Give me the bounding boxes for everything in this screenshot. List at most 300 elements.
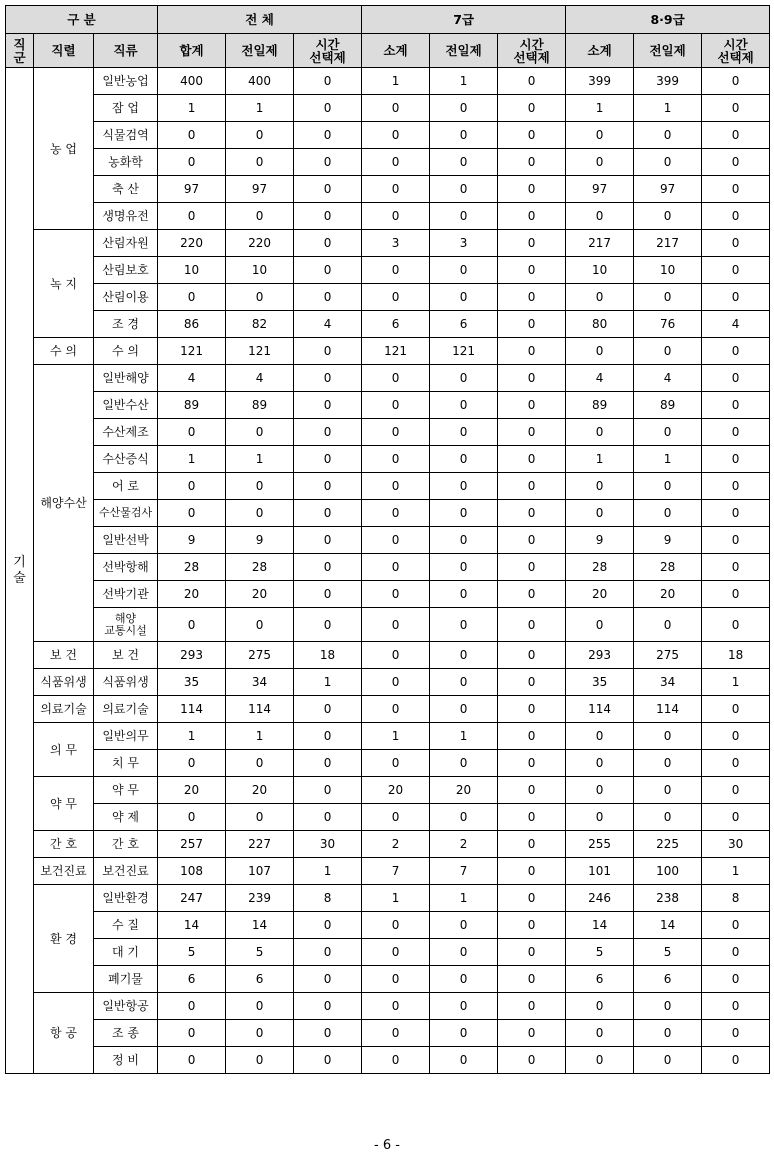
jikryu-cell: 의료기술	[94, 696, 158, 723]
value-cell: 0	[362, 669, 430, 696]
value-cell: 0	[294, 581, 362, 608]
table-row	[6, 365, 770, 392]
value-cell: 0	[634, 804, 702, 831]
value-cell: 0	[634, 149, 702, 176]
value-cell: 0	[702, 284, 770, 311]
value-cell: 4	[294, 311, 362, 338]
value-cell: 1	[430, 723, 498, 750]
value-cell: 28	[566, 554, 634, 581]
value-cell: 0	[634, 1020, 702, 1047]
value-cell: 247	[158, 885, 226, 912]
value-cell: 89	[158, 392, 226, 419]
jikryeol-cell: 의료기술	[34, 696, 94, 723]
value-cell: 0	[430, 365, 498, 392]
value-cell: 0	[362, 696, 430, 723]
jikryu-cell: 산림이용	[94, 284, 158, 311]
table-row	[6, 939, 770, 966]
value-cell: 3	[430, 230, 498, 257]
value-cell: 0	[702, 912, 770, 939]
value-cell: 257	[158, 831, 226, 858]
value-cell: 0	[362, 642, 430, 669]
value-cell: 20	[634, 581, 702, 608]
value-cell: 0	[294, 473, 362, 500]
value-cell: 0	[566, 1020, 634, 1047]
value-cell: 0	[634, 473, 702, 500]
value-cell: 0	[158, 473, 226, 500]
value-cell: 0	[430, 669, 498, 696]
jikryu-cell: 수산제조	[94, 419, 158, 446]
value-cell: 0	[634, 122, 702, 149]
value-cell: 9	[566, 527, 634, 554]
value-cell: 246	[566, 885, 634, 912]
value-cell: 5	[634, 939, 702, 966]
value-cell: 0	[226, 1020, 294, 1047]
value-cell: 0	[634, 723, 702, 750]
value-cell: 0	[362, 95, 430, 122]
value-cell: 0	[362, 966, 430, 993]
value-cell: 0	[702, 392, 770, 419]
value-cell: 0	[702, 68, 770, 95]
value-cell: 1	[226, 723, 294, 750]
value-cell: 0	[294, 1020, 362, 1047]
value-cell: 14	[634, 912, 702, 939]
table-row	[6, 230, 770, 257]
value-cell: 97	[226, 176, 294, 203]
value-cell: 0	[362, 149, 430, 176]
value-cell: 0	[566, 750, 634, 777]
table-row	[6, 831, 770, 858]
jikryeol-cell: 식품위생	[34, 669, 94, 696]
value-cell: 0	[702, 696, 770, 723]
value-cell: 0	[362, 500, 430, 527]
value-cell: 0	[634, 750, 702, 777]
value-cell: 0	[430, 750, 498, 777]
value-cell: 0	[430, 912, 498, 939]
value-cell: 0	[634, 338, 702, 365]
value-cell: 1	[362, 885, 430, 912]
value-cell: 107	[226, 858, 294, 885]
value-cell: 0	[362, 939, 430, 966]
value-cell: 20	[226, 581, 294, 608]
value-cell: 0	[362, 122, 430, 149]
value-cell: 0	[566, 804, 634, 831]
table-row	[6, 804, 770, 831]
table-row	[6, 554, 770, 581]
jikryu-cell: 식품위생	[94, 669, 158, 696]
value-cell: 30	[294, 831, 362, 858]
value-cell: 0	[702, 1020, 770, 1047]
value-cell: 0	[430, 392, 498, 419]
value-cell: 0	[498, 338, 566, 365]
value-cell: 0	[498, 95, 566, 122]
value-cell: 0	[226, 419, 294, 446]
value-cell: 0	[226, 473, 294, 500]
value-cell: 0	[294, 284, 362, 311]
value-cell: 0	[498, 473, 566, 500]
value-cell: 0	[498, 500, 566, 527]
value-cell: 1	[226, 446, 294, 473]
value-cell: 0	[702, 230, 770, 257]
value-cell: 0	[634, 1047, 702, 1074]
value-cell: 0	[158, 804, 226, 831]
value-cell: 0	[498, 885, 566, 912]
jikryu-cell: 폐기물	[94, 966, 158, 993]
value-cell: 0	[158, 993, 226, 1020]
value-cell: 82	[226, 311, 294, 338]
table-row	[6, 993, 770, 1020]
value-cell: 1	[566, 95, 634, 122]
header-g89-sigan: 시간 선택제	[702, 34, 770, 68]
value-cell: 1	[702, 669, 770, 696]
jikryu-cell: 일반환경	[94, 885, 158, 912]
value-cell: 0	[702, 966, 770, 993]
value-cell: 89	[634, 392, 702, 419]
value-cell: 0	[294, 95, 362, 122]
value-cell: 0	[294, 804, 362, 831]
value-cell: 0	[430, 149, 498, 176]
value-cell: 0	[294, 777, 362, 804]
value-cell: 255	[566, 831, 634, 858]
value-cell: 76	[634, 311, 702, 338]
value-cell: 0	[430, 642, 498, 669]
value-cell: 28	[226, 554, 294, 581]
value-cell: 1	[158, 95, 226, 122]
value-cell: 0	[566, 284, 634, 311]
jikryeol-cell: 보 건	[34, 642, 94, 669]
header-total-hapgye: 합계	[158, 34, 226, 68]
table-row	[6, 777, 770, 804]
value-cell: 0	[498, 669, 566, 696]
value-cell: 5	[158, 939, 226, 966]
value-cell: 0	[702, 365, 770, 392]
table-row	[6, 608, 770, 642]
value-cell: 0	[498, 993, 566, 1020]
value-cell: 0	[702, 122, 770, 149]
value-cell: 0	[498, 750, 566, 777]
value-cell: 0	[362, 804, 430, 831]
jikryeol-cell: 항 공	[34, 993, 94, 1074]
jikryu-cell: 간 호	[94, 831, 158, 858]
value-cell: 5	[226, 939, 294, 966]
value-cell: 0	[702, 777, 770, 804]
jikryu-cell: 어 로	[94, 473, 158, 500]
value-cell: 0	[566, 1047, 634, 1074]
value-cell: 10	[634, 257, 702, 284]
table-row	[6, 500, 770, 527]
table-row	[6, 1020, 770, 1047]
value-cell: 80	[566, 311, 634, 338]
value-cell: 1	[294, 858, 362, 885]
value-cell: 0	[226, 122, 294, 149]
value-cell: 0	[702, 993, 770, 1020]
value-cell: 0	[362, 473, 430, 500]
value-cell: 0	[702, 527, 770, 554]
value-cell: 0	[498, 1047, 566, 1074]
header-g89-jeonil: 전일제	[634, 34, 702, 68]
value-cell: 20	[362, 777, 430, 804]
value-cell: 0	[702, 804, 770, 831]
table-row	[6, 176, 770, 203]
value-cell: 1	[294, 669, 362, 696]
value-cell: 1	[158, 723, 226, 750]
header-total-jeonil: 전일제	[226, 34, 294, 68]
value-cell: 28	[634, 554, 702, 581]
value-cell: 0	[294, 122, 362, 149]
value-cell: 399	[634, 68, 702, 95]
value-cell: 0	[362, 203, 430, 230]
value-cell: 238	[634, 885, 702, 912]
value-cell: 0	[158, 608, 226, 642]
value-cell: 8	[702, 885, 770, 912]
value-cell: 18	[294, 642, 362, 669]
value-cell: 0	[702, 939, 770, 966]
jikryu-cell: 선박항해	[94, 554, 158, 581]
value-cell: 4	[702, 311, 770, 338]
value-cell: 0	[566, 122, 634, 149]
value-cell: 0	[294, 338, 362, 365]
jikryu-cell: 조 경	[94, 311, 158, 338]
value-cell: 0	[498, 149, 566, 176]
table-row	[6, 392, 770, 419]
table-row	[6, 858, 770, 885]
value-cell: 0	[158, 203, 226, 230]
value-cell: 0	[294, 68, 362, 95]
value-cell: 0	[634, 500, 702, 527]
value-cell: 0	[702, 149, 770, 176]
value-cell: 121	[430, 338, 498, 365]
jikryu-cell: 일반해양	[94, 365, 158, 392]
value-cell: 0	[226, 750, 294, 777]
value-cell: 0	[702, 203, 770, 230]
value-cell: 14	[226, 912, 294, 939]
page-number: - 6 -	[374, 1138, 400, 1153]
value-cell: 0	[566, 473, 634, 500]
value-cell: 0	[294, 939, 362, 966]
value-cell: 239	[226, 885, 294, 912]
table-row	[6, 912, 770, 939]
table-row	[6, 696, 770, 723]
value-cell: 0	[294, 500, 362, 527]
value-cell: 0	[634, 284, 702, 311]
value-cell: 101	[566, 858, 634, 885]
header-g89-soge: 소계	[566, 34, 634, 68]
header-jikgun: 직 군	[6, 34, 34, 68]
value-cell: 0	[362, 608, 430, 642]
value-cell: 0	[362, 581, 430, 608]
value-cell: 0	[294, 554, 362, 581]
value-cell: 0	[498, 777, 566, 804]
header-total-sigan: 시간 선택제	[294, 34, 362, 68]
value-cell: 0	[430, 527, 498, 554]
value-cell: 0	[294, 723, 362, 750]
value-cell: 97	[634, 176, 702, 203]
table-row	[6, 642, 770, 669]
value-cell: 0	[294, 966, 362, 993]
value-cell: 0	[498, 804, 566, 831]
value-cell: 20	[566, 581, 634, 608]
value-cell: 6	[566, 966, 634, 993]
jikryeol-cell: 농 업	[34, 68, 94, 230]
value-cell: 14	[566, 912, 634, 939]
value-cell: 0	[294, 608, 362, 642]
value-cell: 14	[158, 912, 226, 939]
value-cell: 0	[294, 365, 362, 392]
value-cell: 0	[362, 554, 430, 581]
header-gubun: 구 분	[6, 6, 158, 34]
value-cell: 0	[158, 750, 226, 777]
jikryu-cell: 생명유전	[94, 203, 158, 230]
value-cell: 7	[430, 858, 498, 885]
value-cell: 0	[430, 608, 498, 642]
value-cell: 0	[498, 723, 566, 750]
jikryu-cell: 보 건	[94, 642, 158, 669]
value-cell: 20	[158, 581, 226, 608]
value-cell: 0	[294, 257, 362, 284]
value-cell: 220	[226, 230, 294, 257]
jikryu-cell: 일반수산	[94, 392, 158, 419]
value-cell: 0	[498, 554, 566, 581]
value-cell: 1	[634, 446, 702, 473]
value-cell: 0	[430, 284, 498, 311]
value-cell: 30	[702, 831, 770, 858]
value-cell: 1	[226, 95, 294, 122]
value-cell: 20	[226, 777, 294, 804]
value-cell: 225	[634, 831, 702, 858]
table-row	[6, 669, 770, 696]
value-cell: 0	[702, 257, 770, 284]
value-cell: 35	[158, 669, 226, 696]
value-cell: 0	[634, 777, 702, 804]
value-cell: 121	[158, 338, 226, 365]
value-cell: 0	[362, 284, 430, 311]
table-row	[6, 723, 770, 750]
table-row	[6, 885, 770, 912]
table-row	[6, 95, 770, 122]
table-row	[6, 203, 770, 230]
value-cell: 1	[702, 858, 770, 885]
jikryu-cell: 조 종	[94, 1020, 158, 1047]
value-cell: 0	[294, 750, 362, 777]
header-row-1	[6, 6, 770, 34]
value-cell: 0	[566, 338, 634, 365]
value-cell: 0	[430, 500, 498, 527]
value-cell: 0	[158, 419, 226, 446]
value-cell: 0	[430, 804, 498, 831]
value-cell: 6	[430, 311, 498, 338]
value-cell: 0	[498, 311, 566, 338]
table-row	[6, 122, 770, 149]
jikryeol-cell: 해양수산	[34, 365, 94, 642]
header-jikryu: 직류	[94, 34, 158, 68]
value-cell: 0	[498, 392, 566, 419]
value-cell: 0	[498, 365, 566, 392]
value-cell: 20	[430, 777, 498, 804]
value-cell: 121	[226, 338, 294, 365]
value-cell: 114	[158, 696, 226, 723]
value-cell: 0	[294, 419, 362, 446]
value-cell: 0	[702, 554, 770, 581]
jikryu-cell: 일반항공	[94, 993, 158, 1020]
value-cell: 89	[566, 392, 634, 419]
value-cell: 0	[702, 473, 770, 500]
value-cell: 0	[158, 1047, 226, 1074]
value-cell: 28	[158, 554, 226, 581]
value-cell: 293	[566, 642, 634, 669]
value-cell: 0	[498, 257, 566, 284]
value-cell: 4	[634, 365, 702, 392]
jikryu-cell: 대 기	[94, 939, 158, 966]
value-cell: 35	[566, 669, 634, 696]
value-cell: 217	[566, 230, 634, 257]
value-cell: 1	[634, 95, 702, 122]
value-cell: 0	[702, 500, 770, 527]
value-cell: 0	[498, 581, 566, 608]
value-cell: 0	[158, 284, 226, 311]
value-cell: 1	[362, 723, 430, 750]
value-cell: 0	[498, 939, 566, 966]
header-g7-sigan: 시간 선택제	[498, 34, 566, 68]
value-cell: 1	[430, 68, 498, 95]
value-cell: 0	[498, 1020, 566, 1047]
value-cell: 7	[362, 858, 430, 885]
value-cell: 0	[430, 1047, 498, 1074]
value-cell: 4	[566, 365, 634, 392]
jikryu-cell: 수산증식	[94, 446, 158, 473]
value-cell: 18	[702, 642, 770, 669]
value-cell: 0	[498, 912, 566, 939]
value-cell: 0	[566, 203, 634, 230]
value-cell: 400	[158, 68, 226, 95]
jikryu-cell: 약 제	[94, 804, 158, 831]
value-cell: 0	[430, 966, 498, 993]
value-cell: 0	[634, 993, 702, 1020]
value-cell: 0	[702, 581, 770, 608]
value-cell: 399	[566, 68, 634, 95]
value-cell: 0	[498, 203, 566, 230]
value-cell: 0	[498, 230, 566, 257]
value-cell: 0	[294, 176, 362, 203]
jikryu-cell: 일반의무	[94, 723, 158, 750]
value-cell: 0	[430, 122, 498, 149]
table-row	[6, 257, 770, 284]
value-cell: 0	[566, 419, 634, 446]
value-cell: 9	[226, 527, 294, 554]
value-cell: 4	[226, 365, 294, 392]
value-cell: 0	[430, 993, 498, 1020]
value-cell: 0	[294, 912, 362, 939]
header-g7-soge: 소계	[362, 34, 430, 68]
value-cell: 0	[226, 203, 294, 230]
value-cell: 0	[158, 1020, 226, 1047]
value-cell: 8	[294, 885, 362, 912]
value-cell: 0	[294, 203, 362, 230]
jikryu-cell: 산림보호	[94, 257, 158, 284]
value-cell: 0	[498, 858, 566, 885]
value-cell: 0	[498, 966, 566, 993]
jikryeol-cell: 환 경	[34, 885, 94, 993]
value-cell: 0	[362, 392, 430, 419]
value-cell: 0	[634, 203, 702, 230]
value-cell: 293	[158, 642, 226, 669]
value-cell: 0	[566, 500, 634, 527]
value-cell: 10	[158, 257, 226, 284]
value-cell: 4	[158, 365, 226, 392]
value-cell: 0	[634, 608, 702, 642]
value-cell: 0	[362, 257, 430, 284]
value-cell: 114	[634, 696, 702, 723]
value-cell: 0	[430, 446, 498, 473]
value-cell: 0	[430, 419, 498, 446]
